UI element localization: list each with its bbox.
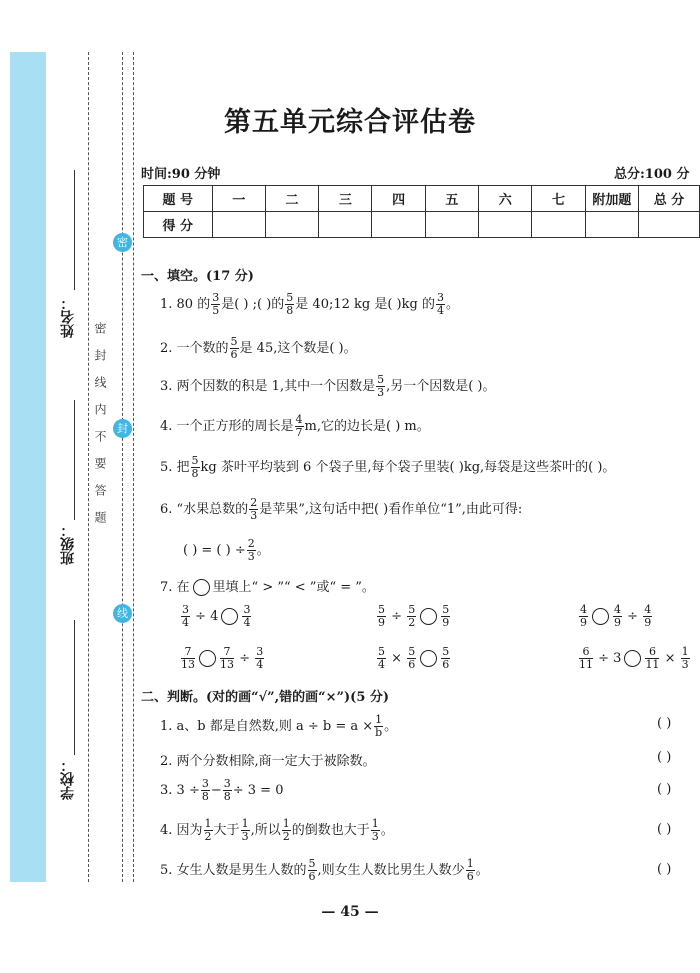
score-header-cell: 四 <box>372 186 425 212</box>
answer-circle[interactable] <box>199 650 216 667</box>
judge-5-answer[interactable]: ( ) <box>657 862 672 877</box>
school-label: 学校： <box>60 758 76 800</box>
seal-word-feng: 封 <box>113 419 132 438</box>
judge-3: 3. 3 ÷ $\frac{3}{8}$ − $\frac{3}{8}$ ÷ 3 = 0 <box>160 777 284 803</box>
judge-1: 1. a、b 都是自然数,则 a ÷ b = a × $\frac{1}{b}$ 。 <box>160 713 398 739</box>
score-cell[interactable] <box>638 212 699 238</box>
school-line <box>74 620 75 755</box>
fold-line-left <box>88 52 89 882</box>
score-cell[interactable] <box>585 212 638 238</box>
question-1-1: 1. 80 的 $\frac{3}{5}$ 是( ) ;( )的 $\frac{5}{8}$ 是 40;12 kg 是( )kg 的 $\frac{3}{4}$ 。 <box>160 291 459 317</box>
score-header-cell: 附加题 <box>585 186 638 212</box>
section2-heading: 二、判断。(对的画“√”,错的画“×”)(5 分) <box>141 690 390 705</box>
fold-line-right <box>133 52 134 882</box>
class-label: 班级： <box>60 523 76 565</box>
score-cell[interactable] <box>265 212 318 238</box>
page-title: 第五单元综合评估卷 <box>224 107 476 138</box>
score-header-cell: 总 分 <box>638 186 699 212</box>
score-value-row <box>144 212 700 238</box>
compare-item: $\frac{6}{11}$ ÷ 3 $\frac{6}{11}$ × $\frac{1}{3}$ <box>579 645 689 671</box>
question-1-7: 7. 在 里填上“ > ”“ < ”或“ = ”。 <box>160 580 375 595</box>
question-1-2: 2. 一个数的 $\frac{5}{6}$ 是 45,这个数是( )。 <box>160 335 357 361</box>
question-1-5: 5. 把 $\frac{5}{8}$ kg 茶叶平均装到 6 个袋子里,每个袋子里装( )kg,每袋是这些茶叶的( )。 <box>160 454 616 480</box>
judge-2: 2. 两个分数相除,商一定大于被除数。 <box>160 754 376 769</box>
binding-strip <box>10 52 46 882</box>
score-cell[interactable] <box>319 212 372 238</box>
judge-3-answer[interactable]: ( ) <box>657 782 672 797</box>
answer-circle[interactable] <box>221 608 238 625</box>
compare-item: $\frac{3}{4}$ ÷ 4 $\frac{3}{4}$ <box>182 603 251 629</box>
answer-circle[interactable] <box>420 650 437 667</box>
score-table <box>143 185 700 238</box>
score-header-cell: 一 <box>212 186 265 212</box>
answer-circle[interactable] <box>624 650 641 667</box>
seal-word-mi: 密 <box>113 233 132 252</box>
judge-2-answer[interactable]: ( ) <box>657 750 672 765</box>
question-1-3: 3. 两个因数的积是 1,其中一个因数是 $\frac{5}{3}$ ,另一个因数是( )。 <box>160 373 496 399</box>
score-header-cell: 二 <box>265 186 318 212</box>
class-line <box>74 400 75 520</box>
score-header-cell: 三 <box>319 186 372 212</box>
score-cell[interactable] <box>479 212 532 238</box>
compare-item: $\frac{4}{9}$ $\frac{4}{9}$ ÷ $\frac{4}{9}$ <box>580 603 652 629</box>
score-header-cell: 七 <box>532 186 585 212</box>
page-number: — 45 — <box>321 904 379 920</box>
score-cell[interactable] <box>212 212 265 238</box>
judge-5: 5. 女生人数是男生人数的 $\frac{5}{6}$ ,则女生人数比男生人数少 $\frac{1}{6}$ 。 <box>160 857 489 883</box>
judge-4: 4. 因为 $\frac{1}{2}$ 大于 $\frac{1}{3}$ ,所以 $\frac{1}{2}$ 的倒数也大于 $\frac{1}{3}$ 。 <box>160 817 394 843</box>
score-header-row <box>144 186 700 212</box>
section1-heading: 一、填空。(17 分) <box>141 269 254 284</box>
compare-item: $\frac{5}{4}$ × $\frac{5}{6}$ $\frac{5}{6}$ <box>378 645 450 671</box>
seal-word-xian: 线 <box>113 604 132 623</box>
name-label: 姓名： <box>60 296 76 338</box>
score-cell[interactable] <box>425 212 478 238</box>
question-1-6-equation: ( ) = ( ) ÷ $\frac{2}{3}$ 。 <box>183 537 270 563</box>
seal-note: 密封线内不要答题 <box>93 322 107 538</box>
judge-4-answer[interactable]: ( ) <box>657 822 672 837</box>
question-1-4: 4. 一个正方形的周长是 $\frac{4}{7}$ m,它的边长是( ) m。 <box>160 413 430 439</box>
time-limit: 时间:90 分钟 <box>141 167 221 182</box>
compare-item: $\frac{7}{13}$ $\frac{7}{13}$ ÷ $\frac{3}{4}$ <box>181 645 264 671</box>
name-line <box>74 170 75 290</box>
compare-item: $\frac{5}{9}$ ÷ $\frac{5}{2}$ $\frac{5}{9}$ <box>378 603 450 629</box>
score-cell[interactable] <box>532 212 585 238</box>
question-1-6: 6. “水果总数的 $\frac{2}{3}$ 是苹果”,这句话中把( )看作单位“1”,由此可得: <box>160 496 523 522</box>
score-header-cell: 题 号 <box>144 186 213 212</box>
score-header-cell: 六 <box>479 186 532 212</box>
score-cell[interactable] <box>372 212 425 238</box>
judge-1-answer[interactable]: ( ) <box>657 716 672 731</box>
seal-line <box>122 52 123 882</box>
total-score: 总分:100 分 <box>614 167 690 182</box>
answer-circle[interactable] <box>420 608 437 625</box>
score-row-label: 得 分 <box>144 212 213 238</box>
answer-circle[interactable] <box>592 608 609 625</box>
compare-circle-icon <box>193 579 210 596</box>
score-header-cell: 五 <box>425 186 478 212</box>
